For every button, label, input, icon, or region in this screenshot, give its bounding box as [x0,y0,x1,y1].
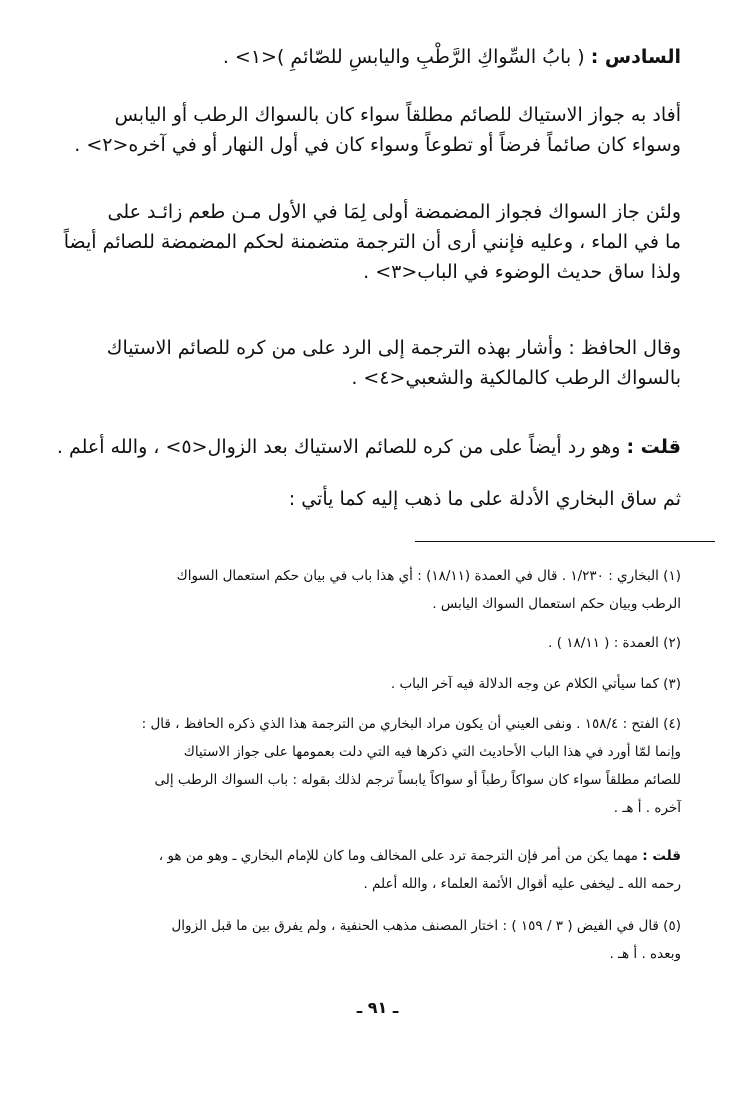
paragraph-evidence [71,484,681,514]
footnote-5 [73,912,681,968]
text-line: ما في الماء ، وعليه فإنني أرى أن الترجمة متضمنة لحكم المضمضة للصائم أيضاً [63,231,681,253]
text-line: أفاد به جواز الاستياك للصائم مطلقاً سواء كان بالسواك الرطب أو اليابس [114,104,681,126]
footnote-line: (٢) العمدة : ( ١٨/١١ ) . [548,635,681,651]
footnote-line [73,842,681,870]
qultu-text: وهو رد أيضاً على من كره للصائم الاستياك بعد الزوال<٥> ، والله أعلم . [56,436,621,458]
label-qultu-note: قلت : [642,848,681,864]
footnote-line: وإنما لمّا أورد في هذا الباب الأحاديث التي ذكرها فيه التي دلت بعمومها على جواز الاستياك [183,744,681,760]
footnote-line: وبعده . أ هـ . [609,946,681,962]
paragraph-qultu [56,432,681,462]
footnote-line: الرطب وبيان حكم استعمال السواك اليابس . [432,596,681,612]
paragraph-benefit [71,100,681,160]
footnote-line: (٥) قال في الفيض ( ٣ / ١٥٩ ) : اختار المصنف مذهب الحنفية ، ولم يفرق بين ما قبل الزوال [171,918,681,934]
note-text: مهما يكن من أمر فإن الترجمة ترد على المخالف وما كان للإمام البخاري ـ وهو من هو ، [158,848,638,864]
paragraph-rinsing [63,197,681,287]
footnote-3 [73,670,681,698]
footnote-line: (٤) الفتح : ١٥٨/٤ . ونفى العيني أن يكون مراد البخاري من الترجمة هذا الذي ذكره الحافظ ، قال : [141,716,681,732]
footnote-line: (١) البخاري : ١/٢٣٠ . قال في العمدة (١٨/١١) : أي هذا باب في بيان حكم استعمال السواك [176,568,681,584]
footnote-line: رحمه الله ـ ليخفى عليه أقوال الأئمة العلماء ، والله أعلم . [363,876,681,892]
text-line: ولذا ساق حديث الوضوء في الباب<٣> . [363,261,681,283]
footnote-line: للصائم مطلقاً سواء كان سواكاً رطباً أو سواكاً يابساً ترجم لذلك بقوله : باب السواك الرطب إلى [154,772,681,788]
text-line: ولئن جاز السواك فجواز المضمضة أولى لِمَا في الأول مـن طعم زائـد على [107,201,681,223]
footnote-line: (٣) كما سيأتي الكلام عن وجه الدلالة فيه آخر الباب . [390,676,681,692]
text-line: وقال الحافظ : وأشار بهذه الترجمة إلى الرد على من كره للصائم الاستياك [106,337,681,359]
footnote-note [73,842,681,898]
footnote-line: آخره . أ هـ . [613,800,681,816]
page-number: ـ ٩١ ـ [356,998,399,1017]
footnote-4 [73,710,681,822]
footnote-1 [73,562,681,618]
evidence-text: ثم ساق البخاري الأدلة على ما ذهب إليه كما يأتي : [288,488,681,510]
label-sixth: السادس : [590,46,681,68]
footnote-2 [73,629,681,657]
label-qultu: قلت : [626,436,681,458]
chapter-title: ( بابُ السِّواكِ الرَّطْبِ واليابسِ للصّائمِ )<١> . [222,46,585,68]
paragraph-sixth-chapter [71,42,681,72]
footnote-separator [415,541,715,542]
paragraph-hafiz [71,333,681,393]
text-line: بالسواك الرطب كالمالكية والشعبي<٤> . [351,367,681,389]
text-line: وسواء كان صائماً فرضاً أو تطوعاً وسواء كان في أول النهار أو في آخره<٢> . [74,134,681,156]
